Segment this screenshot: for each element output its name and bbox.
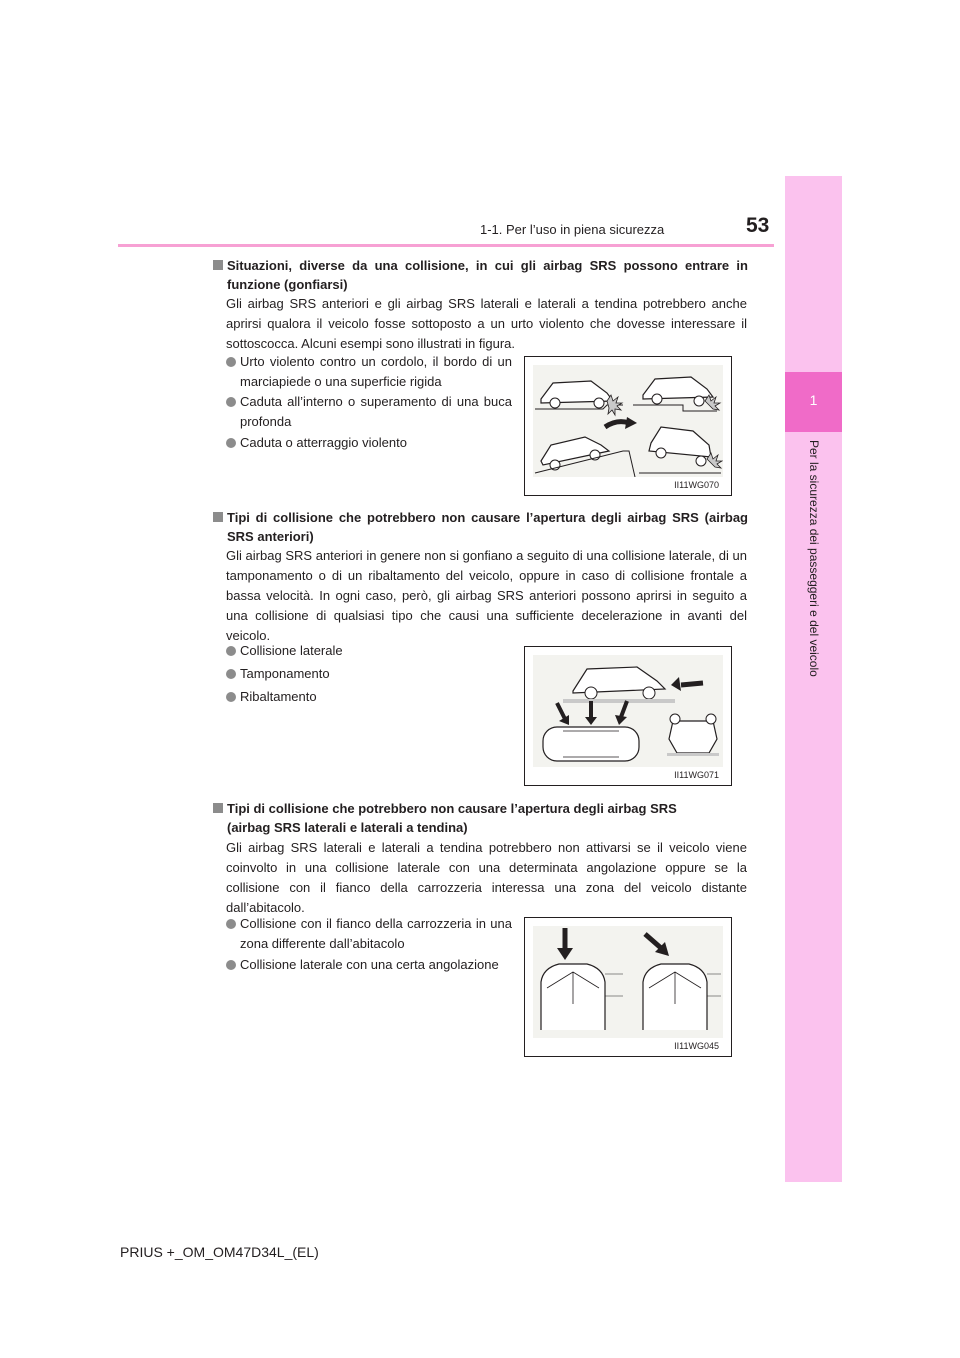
section-body-2: Gli airbag SRS anteriori in genere non si gonfiano a seguito di una collisione laterale, di un tamponamento o di un ribaltamento del veicolo, oppure in caso di collisione frontale a bassa velocità. In ogni caso, però, gli airbag SRS anteriori possono aprirsi in seguito a una collisione di qualsiasi tipo che causi una sufficiente decelerazione in avanti del veicolo. [226, 548, 747, 643]
section-heading-3: Tipi di collisione che potrebbero non causare l’apertura degli airbag SRS (airbag SRS laterali e laterali a tendina) [213, 799, 748, 837]
round-bullet-icon [226, 357, 236, 367]
section-body-3: Gli airbag SRS laterali e laterali a tendina potrebbero non attivarsi se il veicolo viene coinvolto in una collisione laterale con una determinata angolazione oppure se la collisione con il fianco della carrozzeria interessa una zona del veicolo distante dall’abitacolo. [226, 840, 747, 915]
figure-no-side-airbag [524, 917, 732, 1057]
figure-underbody-impact [524, 356, 732, 496]
bullet-item: Collisione con il fianco della carrozzeria in una zona differente dall’abitacolo [226, 914, 512, 954]
bullet-item: Caduta o atterraggio violento [226, 433, 512, 453]
collision-types-illustration [533, 655, 723, 767]
section-heading-2: Tipi di collisione che potrebbero non causare l’apertura degli airbag SRS (airbag SRS anteriori) [213, 508, 748, 546]
side-angle-collision-illustration [533, 926, 723, 1038]
chapter-number: 1 [809, 392, 818, 408]
figure-no-front-airbag [524, 646, 732, 786]
round-bullet-icon [226, 646, 236, 656]
round-bullet-icon [226, 692, 236, 702]
chapter-title: Per la sicurezza dei passeggeri e del veicolo [807, 440, 821, 677]
square-bullet-icon [213, 803, 223, 813]
round-bullet-icon [226, 919, 236, 929]
figure-code: II11WG071 [674, 770, 719, 780]
chapter-title-vertical [805, 440, 825, 1160]
round-bullet-icon [226, 397, 236, 407]
figure-code: II11WG045 [674, 1041, 719, 1051]
car-impact-illustration [533, 365, 723, 477]
bullet-item: Urto violento contro un cordolo, il bordo di un marciapiede o una superficie rigida [226, 352, 512, 392]
bullet-item: Collisione laterale [226, 641, 512, 661]
round-bullet-icon [226, 960, 236, 970]
figure-code: II11WG070 [674, 480, 719, 490]
header-section-title: 1-1. Per l’uso in piena sicurezza [480, 222, 665, 237]
footer-model-code: PRIUS +_OM_OM47D34L_(EL) [120, 1244, 319, 1260]
header-rule [118, 244, 774, 247]
square-bullet-icon [213, 260, 223, 270]
bullet-item: Tamponamento [226, 664, 512, 684]
section-heading-1: Situazioni, diverse da una collisione, in cui gli airbag SRS possono entrare in funzione (gonfiarsi) [213, 256, 748, 294]
round-bullet-icon [226, 669, 236, 679]
round-bullet-icon [226, 438, 236, 448]
bullet-item: Caduta all’interno o superamento di una buca profonda [226, 392, 512, 432]
section-body-1: Gli airbag SRS anteriori e gli airbag SRS laterali e laterali a tendina potrebbero anche aprirsi qualora il veicolo fosse sottoposto a un urto violento che dovesse interessare il sottoscocca. Alcuni esempi sono illustrati in figura. [226, 296, 747, 351]
square-bullet-icon [213, 512, 223, 522]
bullet-item: Ribaltamento [226, 687, 512, 707]
bullet-item: Collisione laterale con una certa angolazione [226, 955, 516, 975]
page-number: 53 [746, 214, 770, 237]
